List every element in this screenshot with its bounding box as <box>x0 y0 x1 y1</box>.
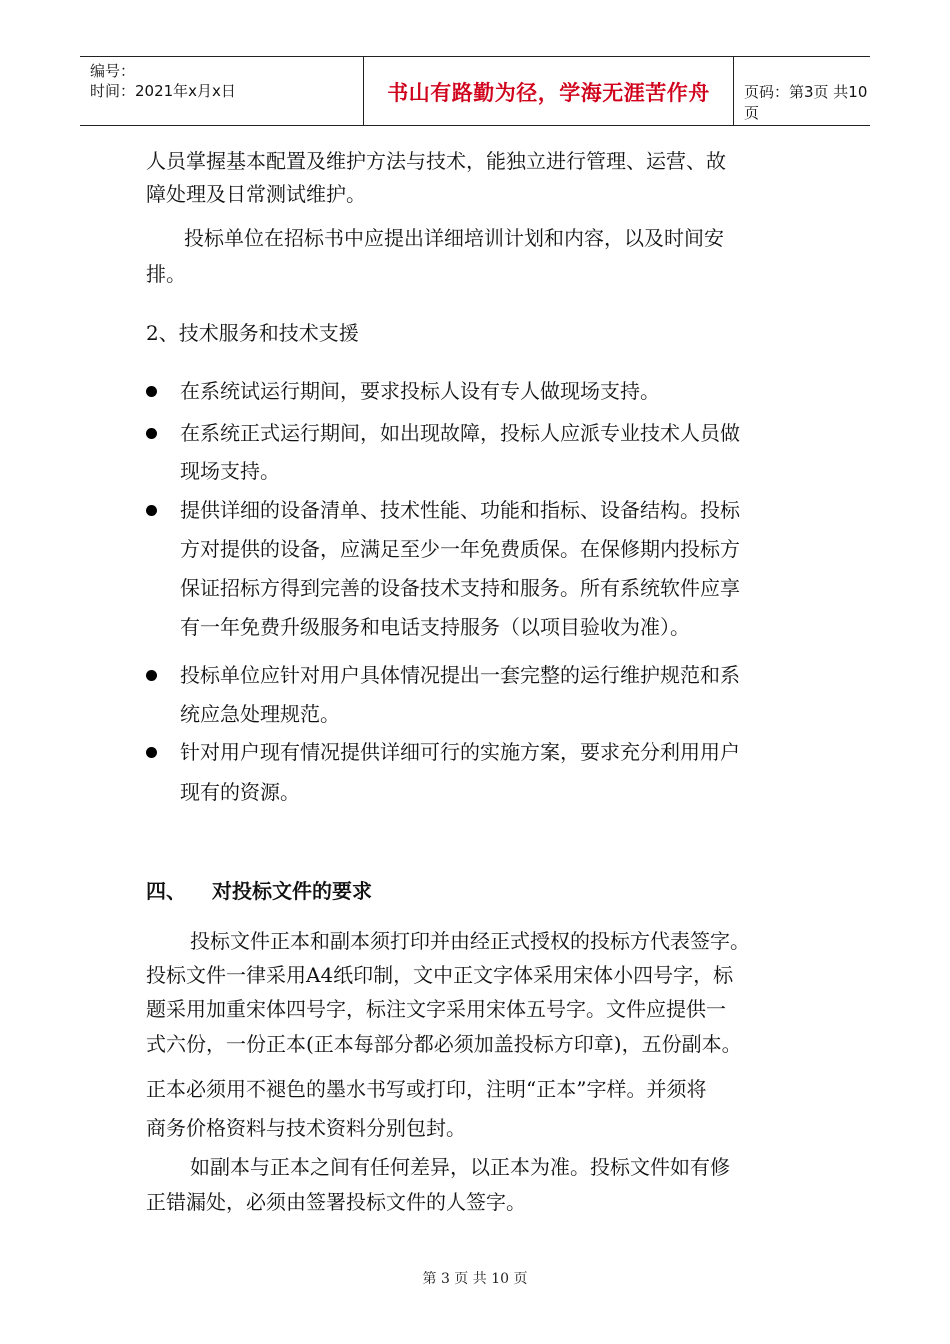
list-item: 方对提供的设备，应满足至少一年免费质保。在保修期内投标方 <box>180 537 740 561</box>
page-header <box>80 56 870 126</box>
header-meta <box>90 61 290 101</box>
paragraph-line: 排。 <box>146 262 186 286</box>
header-page-info: 页码：第3页 共10页 <box>744 83 868 122</box>
list-item: 保证招标方得到完善的设备技术支持和服务。所有系统软件应享 <box>180 576 740 600</box>
list-item: 统应急处理规范。 <box>180 702 340 726</box>
list-item: 有一年免费升级服务和电话支持服务（以项目验收为准）。 <box>180 615 690 639</box>
list-item: 投标单位应针对用户具体情况提出一套完整的运行维护规范和系 <box>180 663 740 687</box>
paragraph-line: 商务价格资料与技术资料分别包封。 <box>146 1116 466 1140</box>
paragraph-line: 人员掌握基本配置及维护方法与技术，能独立进行管理、运营、故 <box>146 149 726 173</box>
list-item: 现场支持。 <box>180 459 280 483</box>
paragraph-line: 正错漏处，必须由签署投标文件的人签字。 <box>146 1190 526 1214</box>
paragraph-line: 式六份，一份正本(正本每部分都必须加盖投标方印章)，五份副本。 <box>146 1032 742 1056</box>
list-item: 现有的资源。 <box>180 780 300 804</box>
bullet-icon <box>146 428 157 439</box>
list-item: 在系统试运行期间，要求投标人设有专人做现场支持。 <box>180 379 660 403</box>
paragraph-line: 题采用加重宋体四号字，标注文字采用宋体五号字。文件应提供一 <box>146 997 726 1021</box>
bullet-icon <box>146 386 157 397</box>
document-number-label: 编号： <box>90 62 136 80</box>
list-item: 在系统正式运行期间，如出现故障，投标人应派专业技术人员做 <box>180 421 740 445</box>
paragraph-line: 障处理及日常测试维护。 <box>146 182 366 206</box>
bullet-icon <box>146 670 157 681</box>
paragraph-line: 如副本与正本之间有任何差异，以正本为准。投标文件如有修 <box>190 1155 730 1179</box>
list-item: 针对用户现有情况提供详细可行的实施方案，要求充分利用用户 <box>180 740 740 764</box>
section-heading: 对投标文件的要求 <box>212 879 372 903</box>
paragraph-line: 投标文件正本和副本须打印并由经正式授权的投标方代表签字。 <box>190 929 750 953</box>
section-number: 四、 <box>146 879 186 903</box>
header-motto: 书山有路勤为径，学海无涯苦作舟 <box>387 81 710 105</box>
paragraph-line: 正本必须用不褪色的墨水书写或打印，注明“正本”字样。并须将 <box>146 1077 707 1101</box>
header-divider <box>733 57 734 125</box>
document-date: 时间：2021年x月x日 <box>90 82 236 100</box>
list-item: 提供详细的设备清单、技术性能、功能和指标、设备结构。投标 <box>180 498 740 522</box>
bullet-icon <box>146 747 157 758</box>
page-footer: 第 3 页 共 10 页 <box>422 1271 528 1287</box>
paragraph-line: 投标文件一律采用A4纸印制，文中正文字体采用宋体小四号字，标 <box>146 963 734 987</box>
bullet-icon <box>146 505 157 516</box>
section-title: 2、技术服务和技术支援 <box>146 321 359 345</box>
paragraph-line: 投标单位在招标书中应提出详细培训计划和内容，以及时间安 <box>184 226 724 250</box>
